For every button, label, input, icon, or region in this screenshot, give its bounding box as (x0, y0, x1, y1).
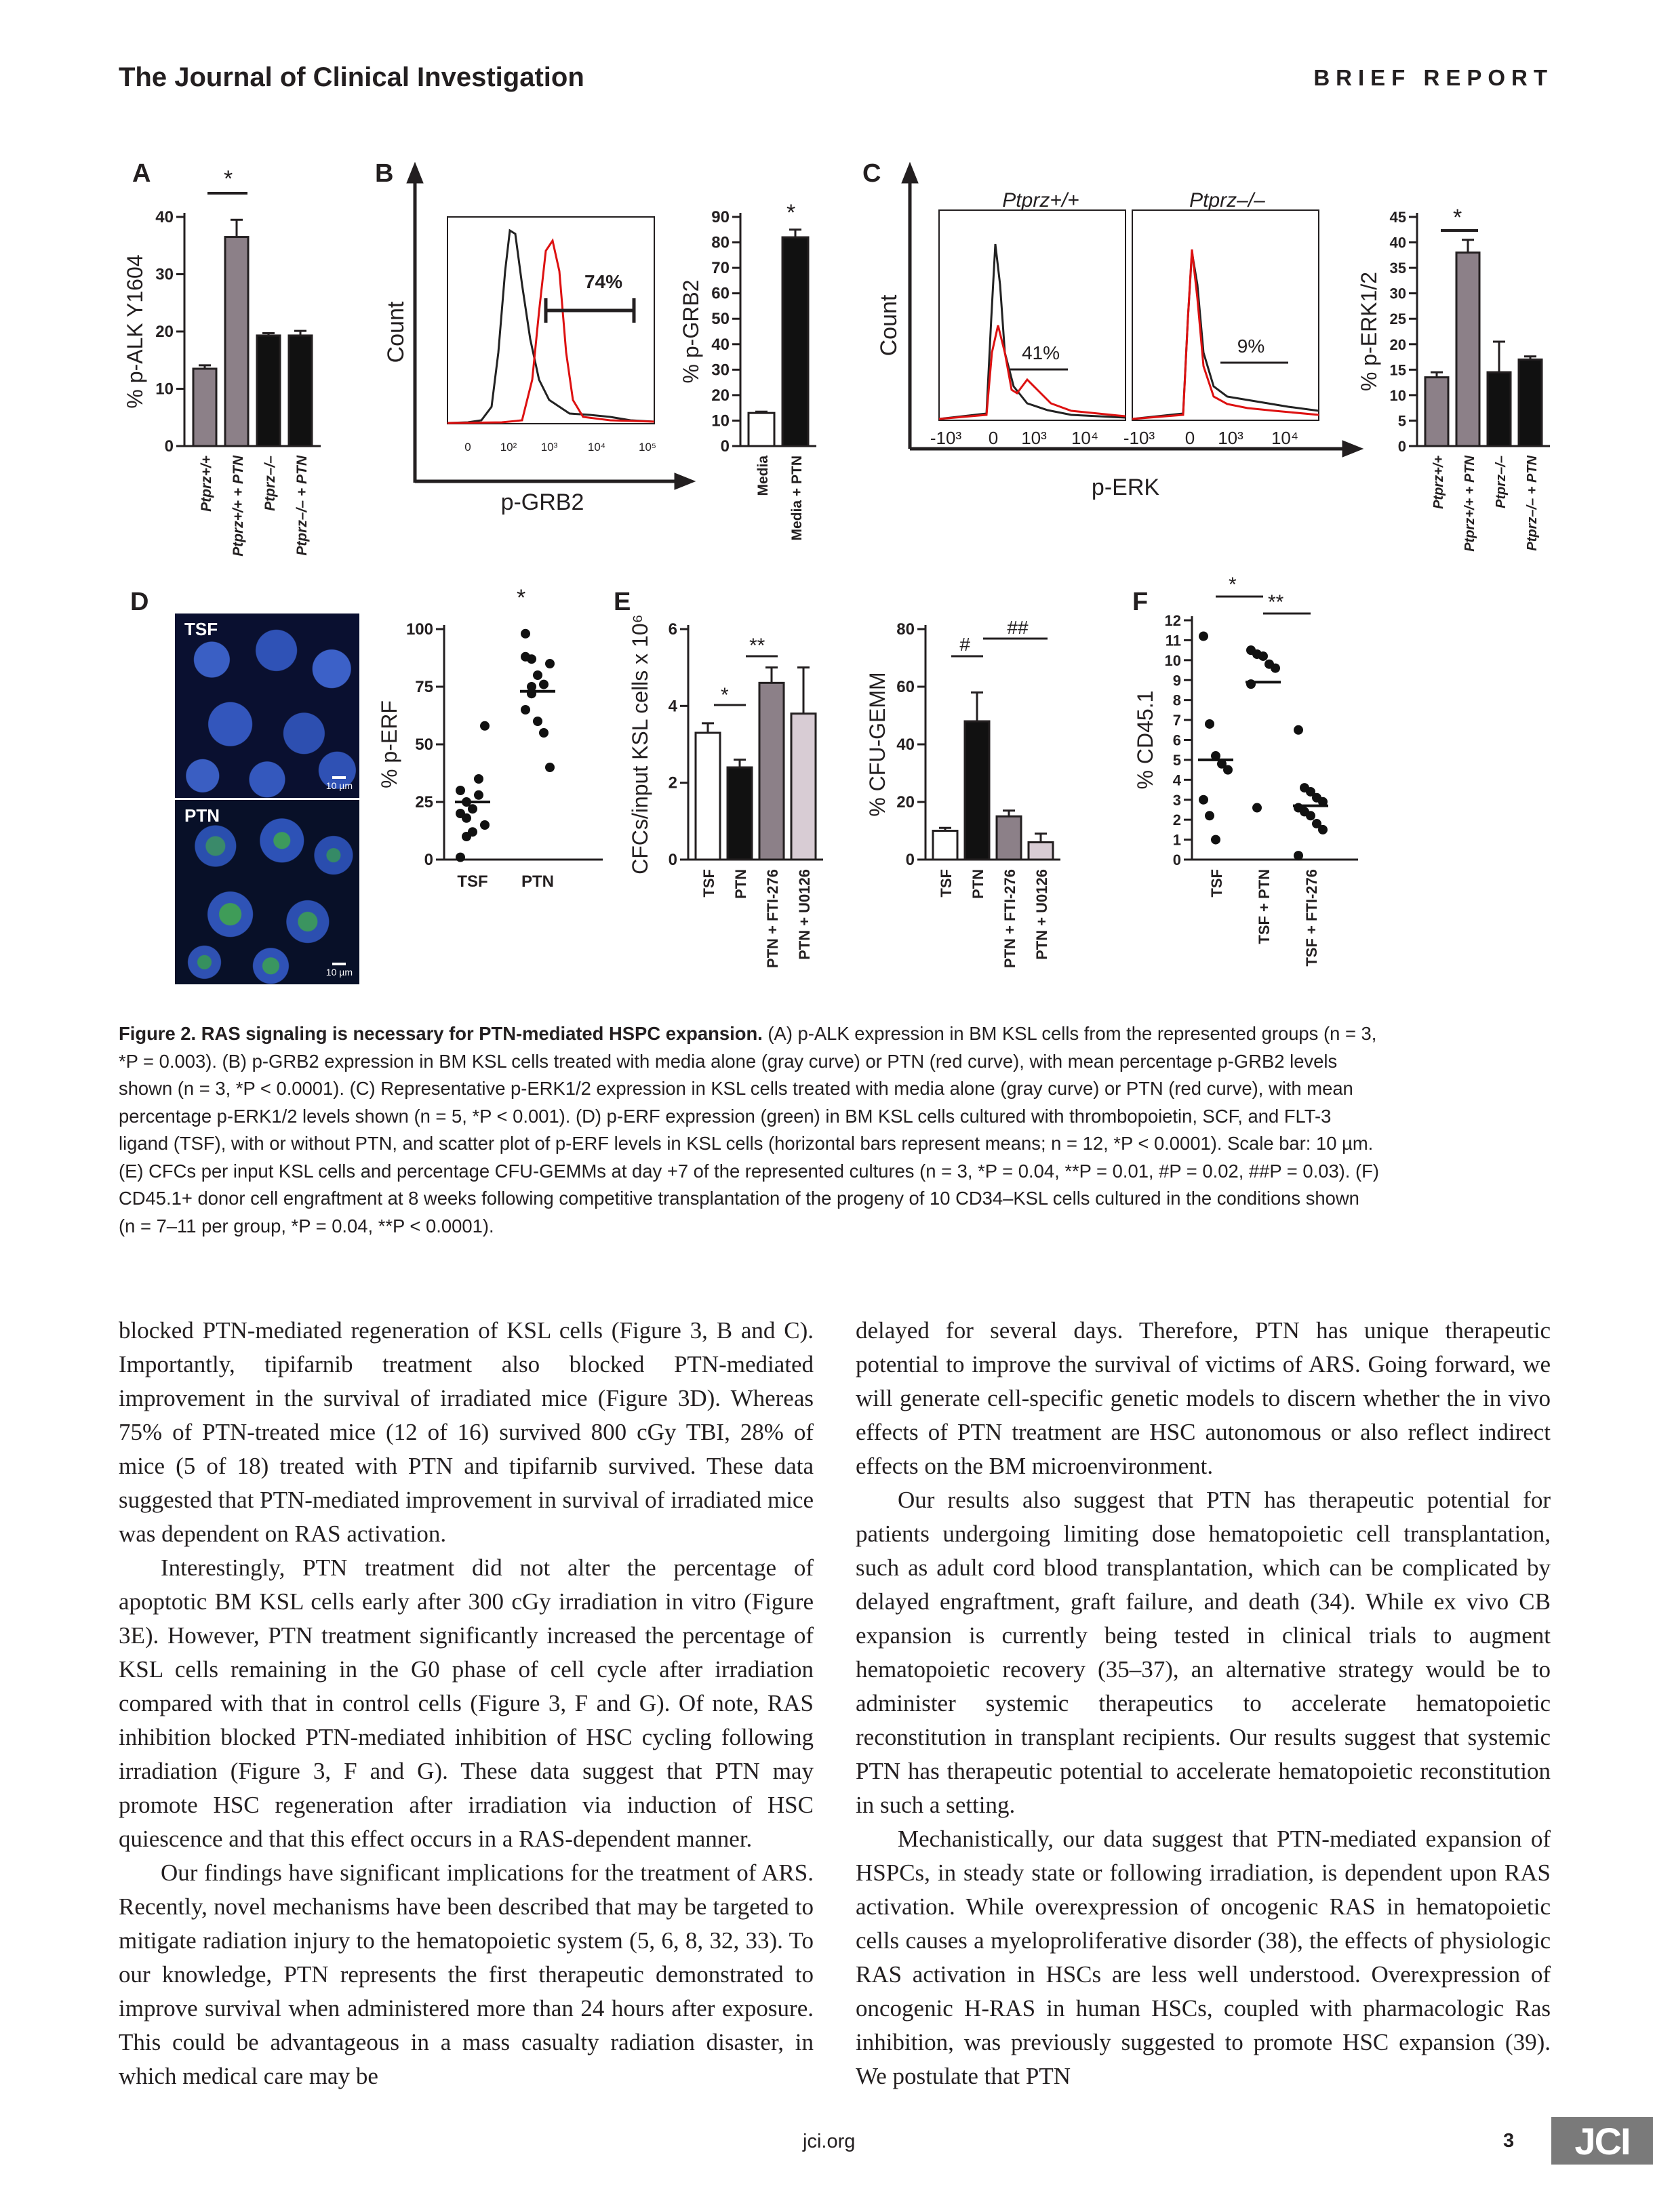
panel-e-bar (759, 683, 784, 860)
panel-d-point (539, 728, 549, 738)
panel-a-ytick-label: 40 (155, 208, 174, 226)
panel-f-point (1223, 765, 1233, 775)
journal-title: The Journal of Clinical Investigation (119, 62, 584, 92)
panel-d-point (533, 670, 542, 680)
panel-c-ytick-label: 10 (1389, 386, 1406, 404)
panel-e2-bar (1029, 843, 1053, 860)
hist-b-plot (447, 217, 654, 424)
panel-e-ytick-label: 6 (668, 620, 677, 639)
panel-e2-ytick-label: 40 (896, 736, 915, 754)
panel-e2-ylabel: % CFU-GEMM (865, 672, 890, 817)
panel-f-category-label: TSF + PTN (1256, 869, 1273, 944)
panel-e2-ytick-label: 80 (896, 620, 915, 639)
panel-c-category-label: Ptprz+/+ + PTN (1462, 456, 1477, 552)
caption-line: shown (n = 3, *P < 0.0001). (C) Representative p-ERK1/2 expression in KSL cells treated with media alone (gray curve) or PTN (red curve), with mean (119, 1078, 1353, 1099)
panel-b-bar (749, 413, 774, 446)
hist-b-gate-label: 74% (584, 271, 623, 292)
caption-line: (n = 7–11 per group, *P = 0.04, **P < 0.0001). (119, 1215, 494, 1236)
panel-c-ytick-label: 15 (1389, 361, 1406, 379)
panel-e2-category-label: PTN (970, 869, 987, 899)
hist-c2-xtick: 10⁴ (1271, 428, 1299, 448)
caption-line: ligand (TSF), with or without PTN, and scatter plot of p-ERF levels in KSL cells (horizontal bars represent means; n = 12, *P < 0.0001). Scale bar: 10 µm. (119, 1133, 1374, 1154)
panel-a-category-label: Ptprz–/– + PTN (294, 456, 310, 556)
panel-d-category-label: PTN (521, 872, 554, 891)
panel-f-ytick-label: 5 (1172, 751, 1181, 769)
hist-c1-xtick: 10³ (1021, 428, 1047, 448)
panel-a-sig-star: * (224, 166, 233, 192)
caption-line: *P = 0.003). (B) p-GRB2 expression in BM KSL cells treated with media alone (gray curve) or PTN (red curve), with mean percentage p-GRB2 levels (119, 1050, 1338, 1072)
panel-b-ytick-label: 10 (711, 411, 730, 430)
panel-b-ytick-label: 40 (711, 335, 730, 354)
panel-d-ytick-label: 100 (405, 620, 433, 639)
panel-c-ytick-label: 35 (1389, 260, 1406, 277)
panel-a-category-label: Ptprz+/+ (199, 456, 214, 512)
panel-d-point (468, 827, 477, 837)
panel-c-ytick-label: 30 (1389, 285, 1406, 302)
panel-c-bar (1519, 359, 1542, 446)
panel-d-point (480, 820, 490, 830)
hist-c2-xtick: 10³ (1218, 428, 1243, 448)
panel-b-ytick-label: 80 (711, 233, 730, 252)
micrograph-label-ptn: PTN (184, 805, 220, 826)
panel-f-sig-star: * (1229, 574, 1237, 596)
panel-e-ylabel: CFCs/input KSL cells x 10⁶ (628, 614, 652, 874)
panel-letter: C (862, 159, 881, 188)
panel-f-point (1211, 835, 1220, 845)
panel-d-point (521, 629, 530, 639)
panel-d-point (533, 717, 542, 726)
hist-b-xtick: 10⁵ (639, 441, 656, 454)
caption-title: Figure 2. RAS signaling is necessary for PTN-mediated HSPC expansion. (119, 1023, 763, 1044)
panel-f-point (1252, 803, 1262, 813)
page-number: 3 (1503, 2130, 1515, 2152)
scale-bar-ptn: 10 µm (326, 963, 353, 978)
panel-c-bar (1488, 372, 1511, 446)
hist-b-ptn-curve (447, 241, 654, 423)
hist-c2-title: Ptprz–/– (1189, 189, 1265, 212)
panel-c-ytick-label: 0 (1397, 438, 1406, 455)
panel-f-ytick-label: 12 (1164, 612, 1181, 629)
panel-e-bar (791, 714, 816, 860)
panel-b-ytick-label: 60 (711, 284, 730, 303)
panel-f-ytick-label: 4 (1172, 771, 1181, 789)
jci-logo: JCI (1551, 2117, 1653, 2165)
panel-c-category-label: Ptprz+/+ (1431, 456, 1446, 509)
panel-c-sig-star: * (1453, 205, 1462, 230)
figure-2 (0, 0, 1653, 990)
hist-b-xtick: 10² (500, 441, 517, 454)
panel-b-category-label: Media + PTN (789, 456, 805, 541)
body-paragraph: Our findings have significant implications for the treatment of ARS. Recently, novel mechanisms have been described that may be targeted to mitigate radiation injury to the hematopoietic system (5, 6, 8, 32, 33). To our knowledge, PTN represents the first therapeutic demonstrated to improve survival when administered more than 24 hours after exposure. This could be advantageous in a mass casualty radiation disaster, in which medical care may be (119, 1859, 814, 2089)
body-paragraph: Interestingly, PTN treatment did not alter the percentage of apoptotic BM KSL cells early after 300 cGy irradiation in vitro (Figure 3E). However, PTN treatment significantly increased the percentage of KSL cells remaining in the G0 phase of cell cycle after irradiation compared with that in control cells (Figure 3, F and G). Of note, RAS inhibition blocked PTN-mediated inhibition of HSC cycling following irradiation (Figure 3, F and G). These data suggest that PTN may promote HSC regeneration after irradiation via induction of HSC quiescence and that this effect occurs in a RAS-dependent manner. (119, 1554, 814, 1852)
panel-d-point (521, 705, 530, 715)
panel-b-ytick-label: 30 (711, 361, 730, 380)
hist-c2-xtick: -10³ (1123, 428, 1155, 448)
panel-f-point (1318, 825, 1328, 834)
panel-a-ytick-label: 30 (155, 265, 174, 284)
hist-c2-gate-label: 9% (1237, 336, 1265, 357)
panel-letter: D (130, 588, 149, 616)
panel-f-category-label: TSF (1208, 869, 1225, 898)
micrograph-label-tsf: TSF (184, 619, 218, 639)
micrograph-tsf (175, 614, 359, 798)
scale-bar-tsf: 10 µm (326, 776, 353, 791)
panel-d-point (462, 813, 471, 823)
panel-f-ytick-label: 1 (1172, 831, 1181, 849)
panel-e-category-label: PTN + U0126 (796, 869, 813, 960)
figure-caption (119, 1020, 1536, 1240)
hist-c-xlabel: p-ERK (1091, 475, 1160, 500)
panel-letter: F (1132, 588, 1149, 616)
panel-f-ytick-label: 0 (1172, 851, 1181, 868)
panel-c-category-label: Ptprz–/– + PTN (1525, 456, 1540, 551)
body-column-left (119, 1314, 814, 2093)
panel-letter: A (132, 159, 151, 188)
panel-e2-category-label: PTN + FTI-276 (1001, 869, 1018, 969)
hist-c1-xtick: 10⁴ (1071, 428, 1099, 448)
panel-a-bar (225, 237, 248, 446)
panel-c-bar (1456, 253, 1479, 446)
hist-c-ylabel: Count (876, 294, 902, 357)
panel-f-ytick-label: 8 (1172, 691, 1181, 709)
panel-c-ytick-label: 5 (1397, 412, 1406, 430)
panel-f-ytick-label: 6 (1172, 731, 1181, 749)
caption-line: percentage p-ERK1/2 levels shown (n = 5, *P < 0.001). (D) p-ERF expression (green) in BM KSL cells cultured with thrombopoietin, SCF, and FLT-3 (119, 1105, 1332, 1127)
panel-a-ylabel: % p-ALK Y1604 (123, 254, 147, 409)
panel-e2-sig-hash: # (959, 634, 970, 655)
panel-e2-ytick-label: 20 (896, 793, 915, 811)
panel-f-ytick-label: 3 (1172, 791, 1181, 809)
panel-d-point (468, 804, 477, 813)
panel-letter: E (614, 588, 631, 616)
panel-d-point (474, 790, 483, 800)
panel-d-sig-star: * (517, 585, 526, 611)
panel-f-ytick-label: 9 (1172, 672, 1181, 689)
panel-f-point (1205, 719, 1214, 729)
panel-f-point (1199, 632, 1208, 641)
hist-b-xtick: 10³ (540, 441, 558, 454)
panel-c-ytick-label: 45 (1389, 209, 1406, 226)
hist-c2-media-curve (1132, 252, 1319, 419)
panel-d-ylabel: % p-ERF (377, 700, 401, 788)
panel-c-ytick-label: 20 (1389, 336, 1406, 353)
panel-a-bar (289, 336, 312, 446)
panel-a-bar (257, 336, 280, 446)
panel-c-bar (1425, 378, 1448, 446)
caption-line: (E) CFCs per input KSL cells and percentage CFU-GEMMs at day +7 of the represented cultures (n = 3, *P = 0.04, **P = 0.01, #P = 0.02, ##P = 0.03). (F) (119, 1160, 1379, 1182)
body-paragraph: Mechanistically, our data suggest that PTN-mediated expansion of HSPCs, in steady state or following irradiation, is dependent upon RAS activation. While overexpression of oncogenic RAS in hematopoietic cells causes a myeloproliferative disorder (38), the effects of physiologic RAS activation in HSCs are less well understood. Overexpression of oncogenic H-RAS in human HSCs, coupled with pharmacologic Ras inhibition, was previously suggested to promote HSC expansion (39). We postulate that PTN (856, 1826, 1551, 2089)
hist-b-media-curve (447, 230, 654, 423)
panel-b-ylabel: % p-GRB2 (679, 279, 703, 384)
body-column-right (856, 1314, 1551, 2093)
panel-a-bar (193, 369, 216, 446)
panel-f-point (1294, 851, 1303, 860)
panel-e-ytick-label: 0 (668, 851, 677, 869)
panel-f-ylabel: % CD45.1 (1133, 690, 1157, 790)
panel-f-point (1199, 795, 1208, 805)
panel-c-ytick-label: 25 (1389, 310, 1406, 328)
panel-e2-ytick-label: 0 (905, 851, 915, 869)
panel-f-sig-stars: ** (1268, 591, 1284, 614)
hist-c1-xtick: 0 (988, 428, 999, 448)
panel-e-category-label: TSF (700, 869, 717, 898)
micrograph-ptn (175, 800, 359, 984)
caption-line: (A) p-ALK expression in BM KSL cells from the represented groups (n = 3, (768, 1023, 1377, 1044)
panel-d-point (474, 774, 483, 784)
body-paragraph: delayed for several days. Therefore, PTN has unique therapeutic potential to improve the survival of victims of ARS. Going forward, we will generate cell-specific genetic models to discern whether the in vivo effects of PTN treatment are HSC autonomous or also reflect indirect effects on the BM microenvironment. (856, 1317, 1551, 1479)
panel-f-ytick-label: 2 (1172, 811, 1181, 829)
panel-letter: B (375, 159, 394, 188)
panel-b-ytick-label: 90 (711, 208, 730, 226)
panel-f-ytick-label: 7 (1172, 712, 1181, 729)
hist-c1-media-curve (939, 244, 1126, 419)
panel-c-category-label: Ptprz–/– (1494, 456, 1509, 508)
panel-a-ytick-label: 10 (155, 380, 174, 399)
panel-e-sig-star: * (721, 684, 729, 706)
body-paragraph: Our results also suggest that PTN has therapeutic potential for patients undergoing limiting dose hematopoietic cell transplantation, such as adult cord blood transplantation, which can be complicated by delayed engraftment, graft failure, and death (34). While ex vivo CB expansion is currently being tested in clinical trials to augment hematopoietic recovery (35–37), an alternative strategy would be to administer systemic therapeutics to accelerate hematopoietic reconstitution in transplant recipients. Our results suggest that systemic PTN has therapeutic potential to accelerate hematopoietic reconstitution in such a setting. (856, 1487, 1551, 1818)
hist-c1-xtick: -10³ (930, 428, 962, 448)
hist-c2-xtick: 0 (1184, 428, 1195, 448)
panel-e-sig-stars: ** (749, 635, 765, 657)
panel-f-ytick-label: 10 (1164, 651, 1181, 669)
panel-d-point (456, 853, 465, 862)
panel-d-point (480, 721, 490, 731)
panel-d-point (545, 763, 555, 772)
panel-a-ytick-label: 0 (164, 437, 174, 456)
panel-b-ytick-label: 70 (711, 259, 730, 278)
panel-e-bar (728, 767, 752, 860)
hist-b-yarrow (407, 163, 423, 183)
hist-b-xtick: 0 (464, 441, 471, 454)
caption-line: CD45.1+ donor cell engraftment at 8 weeks following competitive transplantation of the progeny of 10 CD34–KSL cells cultured in the conditions shown (119, 1188, 1359, 1209)
hist-c1-gate-label: 41% (1021, 342, 1060, 363)
panel-b-category-label: Media (755, 456, 771, 496)
panel-e2-category-label: PTN + U0126 (1033, 869, 1050, 960)
panel-a-ytick-label: 20 (155, 323, 174, 341)
panel-a-category-label: Ptprz+/+ + PTN (231, 456, 246, 557)
panel-b-ytick-label: 0 (720, 437, 730, 456)
body-paragraph: blocked PTN-mediated regeneration of KSL cells (Figure 3, B and C). Importantly, tipifarnib treatment also blocked PTN-mediated improvement in the survival of irradiated mice (Figure 3D). Whereas 75% of PTN-treated mice (12 of 16) survived 800 cGy TBI, 28% of mice (5 of 18) treated with PTN and tipifarnib survived. These data suggested that PTN-mediated improvement in survival of irradiated mice was dependent on RAS activation. (119, 1317, 814, 1547)
panel-e2-category-label: TSF (938, 869, 955, 898)
panel-e2-sig-hash2: ## (1007, 617, 1029, 638)
panel-b-sig-star: * (786, 200, 796, 226)
panel-e2-bar (997, 816, 1021, 860)
panel-f-point (1271, 664, 1280, 673)
panel-f-point (1258, 651, 1268, 661)
section-label: BRIEF REPORT (1313, 65, 1553, 90)
panel-d-point (539, 680, 549, 689)
panel-b-ytick-label: 20 (711, 386, 730, 405)
panel-d-point (521, 652, 530, 662)
panel-d-category-label: TSF (457, 872, 488, 891)
panel-c-ylabel: % p-ERK1/2 (1357, 271, 1381, 392)
panel-d-point (456, 786, 465, 795)
panel-e2-bar (933, 831, 957, 860)
panel-f-ytick-label: 11 (1165, 632, 1181, 649)
panel-d-point (545, 659, 555, 668)
panel-f-point (1294, 725, 1303, 735)
hist-b-xlabel: p-GRB2 (500, 489, 584, 515)
hist-c2-plot (1132, 210, 1319, 420)
hist-c1-title: Ptprz+/+ (1002, 189, 1079, 212)
panel-e2-bar (965, 721, 989, 860)
hist-b-ylabel: Count (383, 301, 409, 363)
footer-url[interactable]: jci.org (803, 2131, 856, 2152)
hist-c-yarrow (902, 163, 918, 183)
panel-d-ytick-label: 25 (415, 793, 433, 811)
hist-c2-ptn-curve (1132, 249, 1319, 419)
hist-c-xarrow (1342, 441, 1363, 457)
panel-b-ytick-label: 50 (711, 310, 730, 329)
panel-e-ytick-label: 4 (668, 697, 677, 716)
hist-b-xarrow (675, 473, 695, 489)
panel-e-category-label: PTN + FTI-276 (764, 869, 781, 969)
panel-f-point (1306, 811, 1315, 820)
panel-e-bar (696, 733, 720, 860)
panel-a-category-label: Ptprz–/– (262, 456, 278, 511)
panel-e2-ytick-label: 60 (896, 678, 915, 696)
panel-f-point (1205, 811, 1214, 820)
panel-e-category-label: PTN (732, 869, 749, 899)
hist-b-xtick: 10⁴ (587, 441, 606, 454)
panel-e-ytick-label: 2 (668, 773, 677, 792)
panel-d-ytick-label: 50 (415, 736, 433, 754)
panel-b-bar (782, 237, 808, 446)
panel-f-category-label: TSF + FTI-276 (1303, 869, 1320, 967)
hist-c1-plot (939, 210, 1126, 420)
panel-c-ytick-label: 40 (1389, 234, 1406, 252)
panel-d-ytick-label: 75 (415, 678, 433, 696)
panel-d-ytick-label: 0 (424, 851, 433, 869)
